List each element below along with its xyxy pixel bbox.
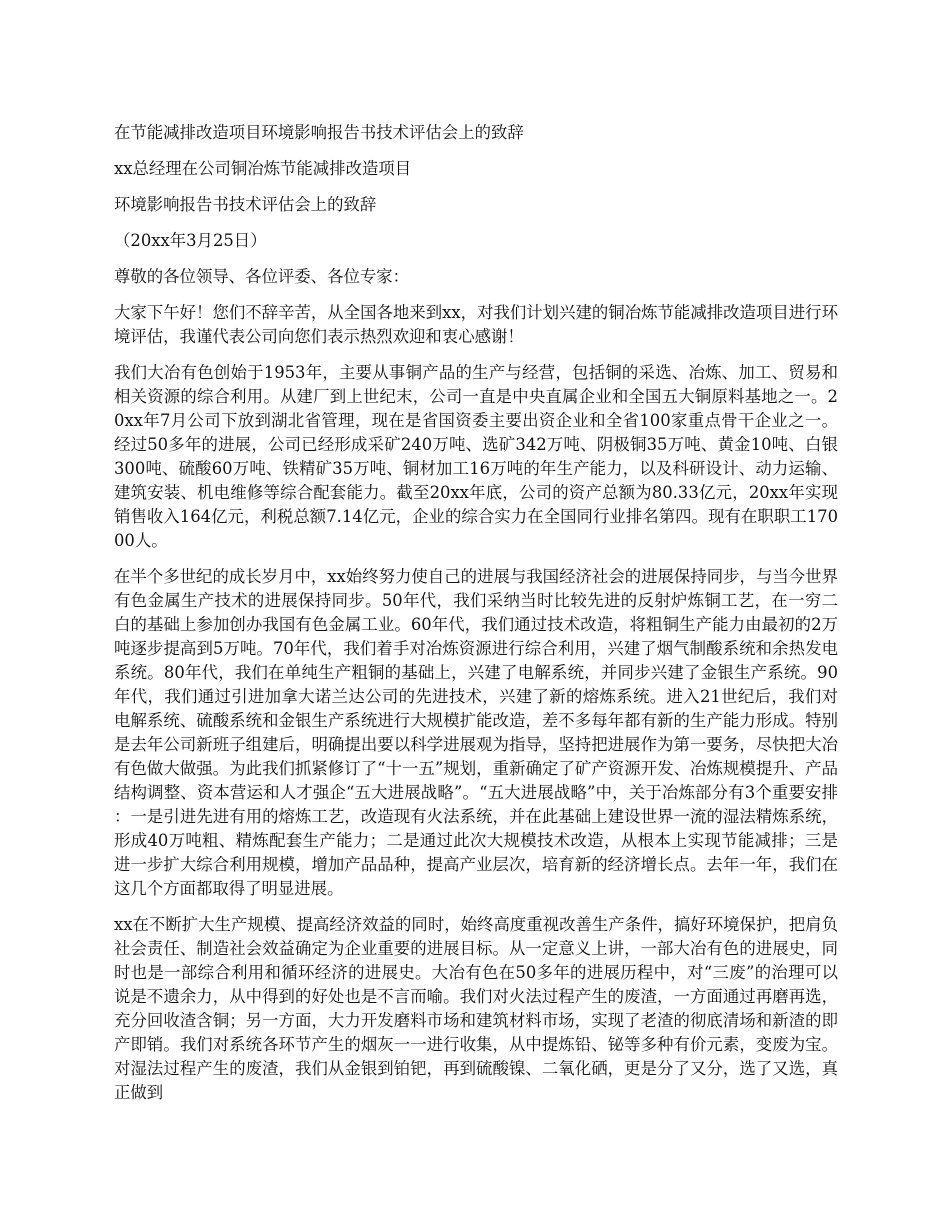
paragraph-company-profile: 我们大冶有色创始于1953年，主要从事铜产品的生产与经营，包括铜的采选、冶炼、加工、贸易和相关资源的综合利用。从建厂到上世纪末，公司一直是中央直属企业和全国五大铜原料基地之一。20xx年7月公司下放到湖北省管理，现在是省国资委主要出资企业和全省100家重点骨干企业之一。经过50多年的进展，公司已经形成采矿240万吨、选矿342万吨、阴极铜35万吨、黄金10吨、白银300吨、硫酸60万吨、铁精矿35万吨、铜材加工16万吨的年生产能力，以及科研设计、动力运输、建筑安装、机电维修等综合配套能力。截至20xx年底，公司的资产总额为80.33亿元，20xx年实现销售收入164亿元，利税总额7.14亿元，企业的综合实力在全国同行业排名第四。现有在职职工17000人。: [114, 363, 838, 550]
paragraph-development-history: 在半个多世纪的成长岁月中，xx始终努力使自己的进展与我国经济社会的进展保持同步，与当今世界有色金属生产技术的进展保持同步。50年代，我们采纳当时比较先进的反射炉炼铜工艺，在一穷二白的基础上参加创办我国有色金属工业。60年代，我们通过技术改造，将粗铜生产能力由最初的2万吨逐步提高到5万吨。70年代，我们着手对冶炼资源进行综合利用，兴建了烟气制酸系统和余热发电系统。80年代，我们在单纯生产粗铜的基础上，兴建了电解系统，并同步兴建了金银生产系统。90年代，我们通过引进加拿大诺兰达公司的先进技术，兴建了新的熔炼系统。进入21世纪后，我们对电解系统、硫酸系统和金银生产系统进行大规模扩能改造，差不多每年都有新的生产能力形成。特别是去年公司新班子组建后，明确提出要以科学进展观为指导，坚持把进展作为第一要务，尽快把大冶有色做大做强。为此我们抓紧修订了“十一五”规划，重新确定了矿产资源开发、冶炼规模提升、产品结构调整、资本营运和人才强企“五大进展战略”。“五大进展战略”中，关于冶炼部分有3个重要安排：一是引进先进有用的熔炼工艺，改造现有火法系统，并在此基础上建设世界一流的湿法精炼系统，形成40万吨粗、精炼配套生产能力；二是通过此次大规模技术改造，从根本上实现节能减排；三是进一步扩大综合利用规模，增加产品品种，提高产业层次，培育新的经济增长点。去年一年，我们在这几个方面都取得了明显进展。: [114, 567, 838, 898]
paragraph-environmental-protection: xx在不断扩大生产规模、提高经济效益的同时，始终高度重视改善生产条件，搞好环境保护，把肩负社会责任、制造社会效益确定为企业重要的进展目标。从一定意义上讲，一部大冶有色的进展史，同时也是一部综合利用和循环经济的进展史。大冶有色在50多年的进展历程中，对“三废”的治理可以说是不遗余力，从中得到的好处也是不言而喻。我们对火法过程产生的废渣，一方面通过再磨再选，充分回收渣含铜；另一方面，大力开发磨料市场和建筑材料市场，实现了老渣的彻底清场和新渣的即产即销。我们对系统各环节产生的烟灰一一进行收集，从中提炼铅、铋等多种有价元素，变废为宝。对湿法过程产生的废渣，我们从金银到铂钯，再到硫酸镍、二氧化硒，更是分了又分，选了又选，真正做到: [114, 915, 838, 1102]
paragraph-greeting: 大家下午好！您们不辞辛苦，从全国各地来到xx，对我们计划兴建的铜冶炼节能减排改造项目进行环境评估，我谨代表公司向您们表示热烈欢迎和衷心感谢！: [114, 303, 838, 346]
document-page: [114, 121, 838, 1117]
speaker-line: xx总经理在公司铜冶炼节能减排改造项目: [114, 159, 412, 178]
document-subtitle: 环境影响报告书技术评估会上的致辞: [114, 195, 377, 214]
document-date: （20xx年3月25日）: [114, 231, 267, 250]
salutation: 尊敬的各位领导、各位评委、各位专家：: [114, 267, 410, 286]
document-title: 在节能减排改造项目环境影响报告书技术评估会上的致辞: [114, 123, 524, 142]
